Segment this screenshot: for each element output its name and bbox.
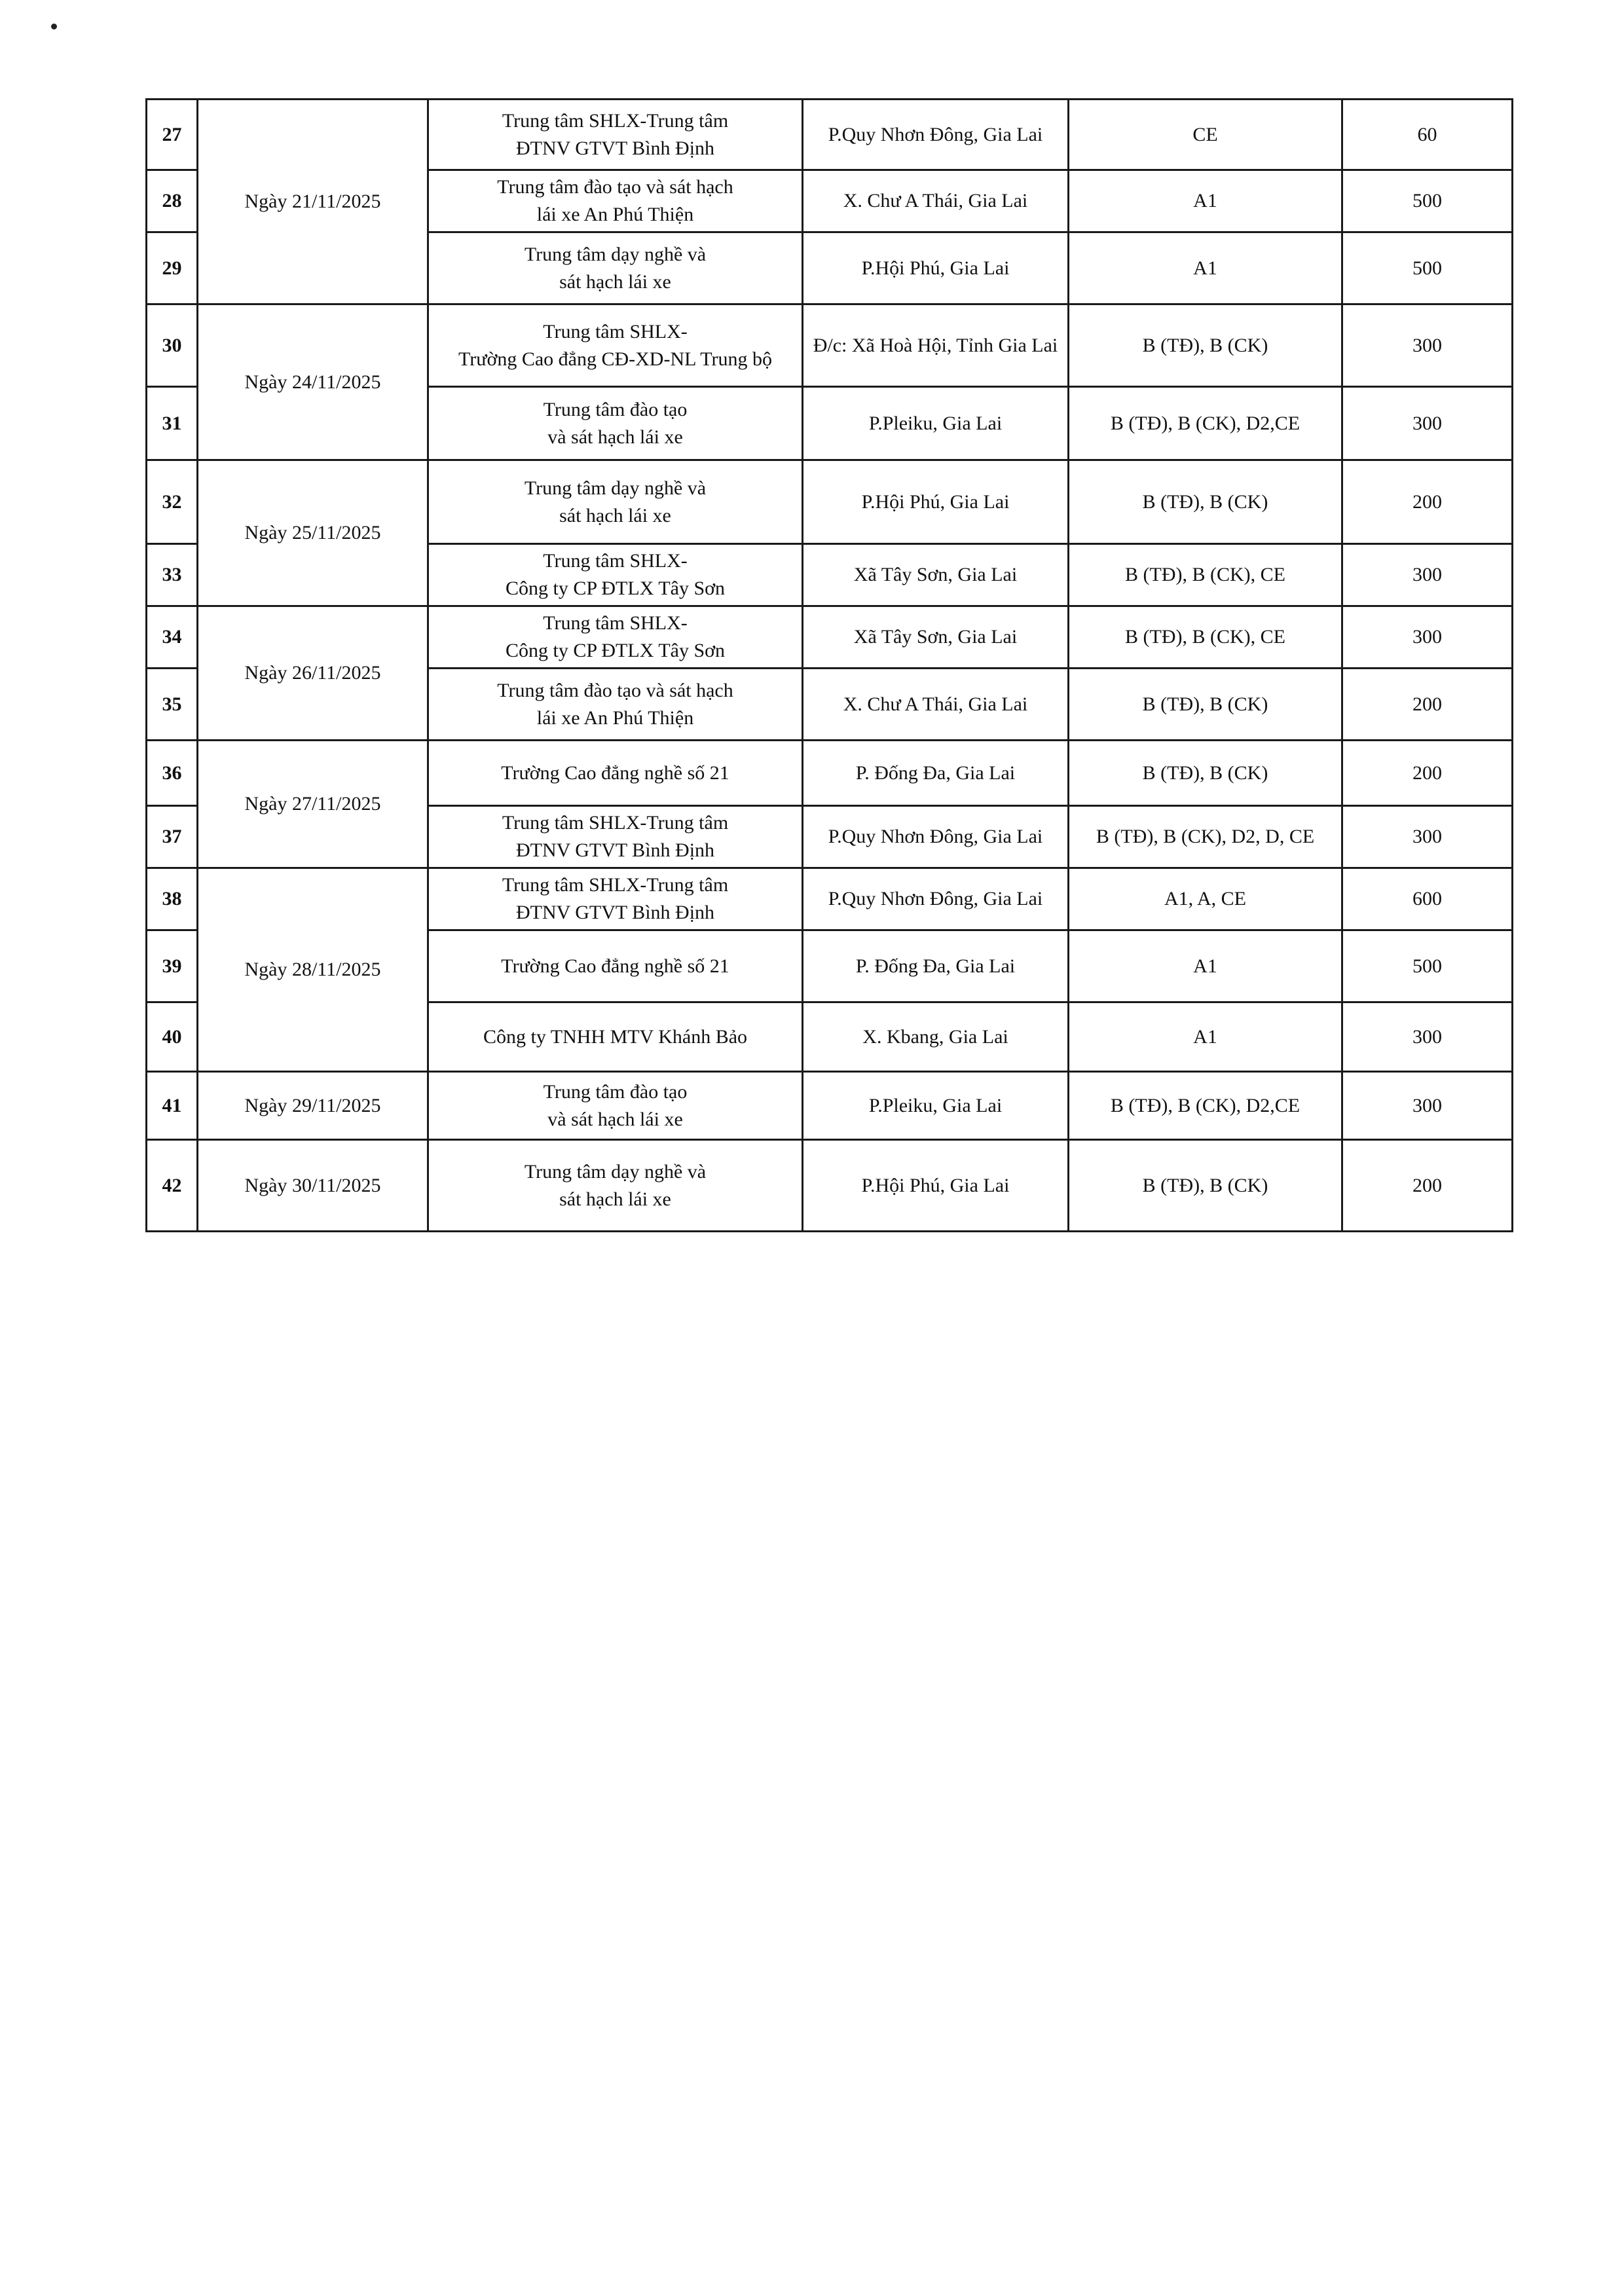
exam-location: P.Quy Nhơn Đông, Gia Lai xyxy=(803,806,1069,868)
training-center-line: Trung tâm đào tạo xyxy=(543,1080,688,1103)
table-row xyxy=(147,868,1513,930)
training-center xyxy=(428,741,803,806)
training-center-line: lái xe An Phú Thiện xyxy=(536,204,694,225)
candidate-count: 60 xyxy=(1342,100,1513,170)
candidate-count: 300 xyxy=(1342,387,1513,460)
exam-schedule-table xyxy=(145,98,1513,1232)
training-center-line: Trung tâm SHLX-Trung tâm xyxy=(502,109,729,132)
exam-date: Ngày 30/11/2025 xyxy=(198,1140,428,1232)
training-center-line: lái xe An Phú Thiện xyxy=(536,707,694,729)
candidate-count: 500 xyxy=(1342,930,1513,1002)
training-center-line: Trung tâm SHLX-Trung tâm xyxy=(502,874,729,896)
exam-date: Ngày 29/11/2025 xyxy=(198,1072,428,1140)
candidate-count: 300 xyxy=(1342,606,1513,669)
license-class: A1 xyxy=(1069,930,1342,1002)
candidate-count: 500 xyxy=(1342,232,1513,304)
exam-location: P.Quy Nhơn Đông, Gia Lai xyxy=(803,868,1069,930)
training-center xyxy=(428,806,803,868)
license-class: A1 xyxy=(1069,232,1342,304)
training-center-line: ĐTNV GTVT Bình Định xyxy=(515,902,715,923)
exam-location: X. Chư A Thái, Gia Lai xyxy=(803,170,1069,232)
training-center xyxy=(428,232,803,304)
row-number: 36 xyxy=(147,741,198,806)
license-class: B (TĐ), B (CK), D2,CE xyxy=(1069,1072,1342,1140)
license-class: B (TĐ), B (CK), D2,CE xyxy=(1069,387,1342,460)
training-center xyxy=(428,606,803,669)
candidate-count: 300 xyxy=(1342,544,1513,606)
training-center xyxy=(428,868,803,930)
exam-location: P.Hội Phú, Gia Lai xyxy=(803,232,1069,304)
exam-date: Ngày 24/11/2025 xyxy=(198,304,428,460)
license-class: B (TĐ), B (CK), CE xyxy=(1069,544,1342,606)
training-center-line: Trung tâm SHLX- xyxy=(543,612,688,634)
training-center xyxy=(428,1002,803,1072)
license-class: B (TĐ), B (CK) xyxy=(1069,669,1342,741)
training-center-line: ĐTNV GTVT Bình Định xyxy=(515,839,715,861)
training-center-line: và sát hạch lái xe xyxy=(547,426,683,448)
training-center xyxy=(428,1072,803,1140)
table-row xyxy=(147,741,1513,806)
training-center xyxy=(428,544,803,606)
training-center-line: Trung tâm dạy nghề và xyxy=(524,1160,707,1183)
license-class: B (TĐ), B (CK), CE xyxy=(1069,606,1342,669)
candidate-count: 300 xyxy=(1342,1002,1513,1072)
exam-location: P.Hội Phú, Gia Lai xyxy=(803,1140,1069,1232)
row-number: 30 xyxy=(147,304,198,387)
exam-location: X. Chư A Thái, Gia Lai xyxy=(803,669,1069,741)
license-class: B (TĐ), B (CK), D2, D, CE xyxy=(1069,806,1342,868)
exam-date: Ngày 21/11/2025 xyxy=(198,100,428,304)
license-class: A1, A, CE xyxy=(1069,868,1342,930)
table-body xyxy=(147,100,1513,1232)
training-center xyxy=(428,100,803,170)
training-center-line: Trung tâm đào tạo và sát hạch xyxy=(497,176,733,198)
candidate-count: 200 xyxy=(1342,669,1513,741)
exam-location: Đ/c: Xã Hoà Hội, Tỉnh Gia Lai xyxy=(803,304,1069,387)
training-center-line: Công ty CP ĐTLX Tây Sơn xyxy=(505,578,726,599)
row-number: 42 xyxy=(147,1140,198,1232)
training-center-line: Trung tâm SHLX- xyxy=(543,320,688,342)
exam-location: P. Đống Đa, Gia Lai xyxy=(803,741,1069,806)
training-center-line: Trung tâm đào tạo xyxy=(543,398,688,420)
table-row xyxy=(147,100,1513,170)
exam-date: Ngày 28/11/2025 xyxy=(198,868,428,1072)
row-number: 34 xyxy=(147,606,198,669)
row-number: 31 xyxy=(147,387,198,460)
training-center xyxy=(428,460,803,544)
license-class: A1 xyxy=(1069,1002,1342,1072)
row-number: 32 xyxy=(147,460,198,544)
candidate-count: 600 xyxy=(1342,868,1513,930)
exam-date: Ngày 26/11/2025 xyxy=(198,606,428,741)
exam-location: P. Đống Đa, Gia Lai xyxy=(803,930,1069,1002)
exam-location: P.Pleiku, Gia Lai xyxy=(803,1072,1069,1140)
table-row xyxy=(147,460,1513,544)
training-center xyxy=(428,930,803,1002)
row-number: 29 xyxy=(147,232,198,304)
training-center-line: Trường Cao đẳng nghề số 21 xyxy=(501,955,729,977)
exam-location: Xã Tây Sơn, Gia Lai xyxy=(803,606,1069,669)
training-center xyxy=(428,1140,803,1232)
training-center-line: Trung tâm đào tạo và sát hạch xyxy=(497,679,733,701)
training-center xyxy=(428,387,803,460)
table-row xyxy=(147,304,1513,387)
training-center-line: Trường Cao đẳng CĐ-XD-NL Trung bộ xyxy=(458,348,773,370)
training-center-line: Trung tâm SHLX-Trung tâm xyxy=(502,812,729,834)
training-center-line: Công ty TNHH MTV Khánh Bảo xyxy=(483,1025,748,1048)
license-class: B (TĐ), B (CK) xyxy=(1069,741,1342,806)
training-center xyxy=(428,669,803,741)
license-class: B (TĐ), B (CK) xyxy=(1069,1140,1342,1232)
training-center xyxy=(428,304,803,387)
license-class: A1 xyxy=(1069,170,1342,232)
candidate-count: 300 xyxy=(1342,806,1513,868)
training-center-line: Trường Cao đẳng nghề số 21 xyxy=(501,762,729,784)
row-number: 39 xyxy=(147,930,198,1002)
license-class: B (TĐ), B (CK) xyxy=(1069,304,1342,387)
candidate-count: 500 xyxy=(1342,170,1513,232)
row-number: 38 xyxy=(147,868,198,930)
license-class: CE xyxy=(1069,100,1342,170)
row-number: 41 xyxy=(147,1072,198,1140)
exam-location: Xã Tây Sơn, Gia Lai xyxy=(803,544,1069,606)
training-center-line: Công ty CP ĐTLX Tây Sơn xyxy=(505,640,726,661)
training-center xyxy=(428,170,803,232)
training-center-line: ĐTNV GTVT Bình Định xyxy=(515,137,715,159)
exam-location: P.Quy Nhơn Đông, Gia Lai xyxy=(803,100,1069,170)
row-number: 40 xyxy=(147,1002,198,1072)
training-center-line: sát hạch lái xe xyxy=(559,270,671,293)
table-row xyxy=(147,1140,1513,1232)
training-center-line: và sát hạch lái xe xyxy=(547,1108,683,1130)
candidate-count: 200 xyxy=(1342,1140,1513,1232)
exam-location: P.Pleiku, Gia Lai xyxy=(803,387,1069,460)
exam-location: P.Hội Phú, Gia Lai xyxy=(803,460,1069,544)
training-center-line: sát hạch lái xe xyxy=(559,504,671,526)
exam-location: X. Kbang, Gia Lai xyxy=(803,1002,1069,1072)
row-number: 35 xyxy=(147,669,198,741)
training-center-line: sát hạch lái xe xyxy=(559,1188,671,1210)
row-number: 37 xyxy=(147,806,198,868)
table-row xyxy=(147,606,1513,669)
training-center-line: Trung tâm SHLX- xyxy=(543,550,688,572)
training-center-line: Trung tâm dạy nghề và xyxy=(524,477,707,499)
candidate-count: 300 xyxy=(1342,304,1513,387)
exam-date: Ngày 27/11/2025 xyxy=(198,741,428,868)
table-row xyxy=(147,1072,1513,1140)
row-number: 33 xyxy=(147,544,198,606)
row-number: 27 xyxy=(147,100,198,170)
license-class: B (TĐ), B (CK) xyxy=(1069,460,1342,544)
training-center-line: Trung tâm dạy nghề và xyxy=(524,243,707,265)
row-number: 28 xyxy=(147,170,198,232)
scan-mark xyxy=(51,24,57,29)
candidate-count: 200 xyxy=(1342,460,1513,544)
candidate-count: 200 xyxy=(1342,741,1513,806)
exam-date: Ngày 25/11/2025 xyxy=(198,460,428,606)
candidate-count: 300 xyxy=(1342,1072,1513,1140)
